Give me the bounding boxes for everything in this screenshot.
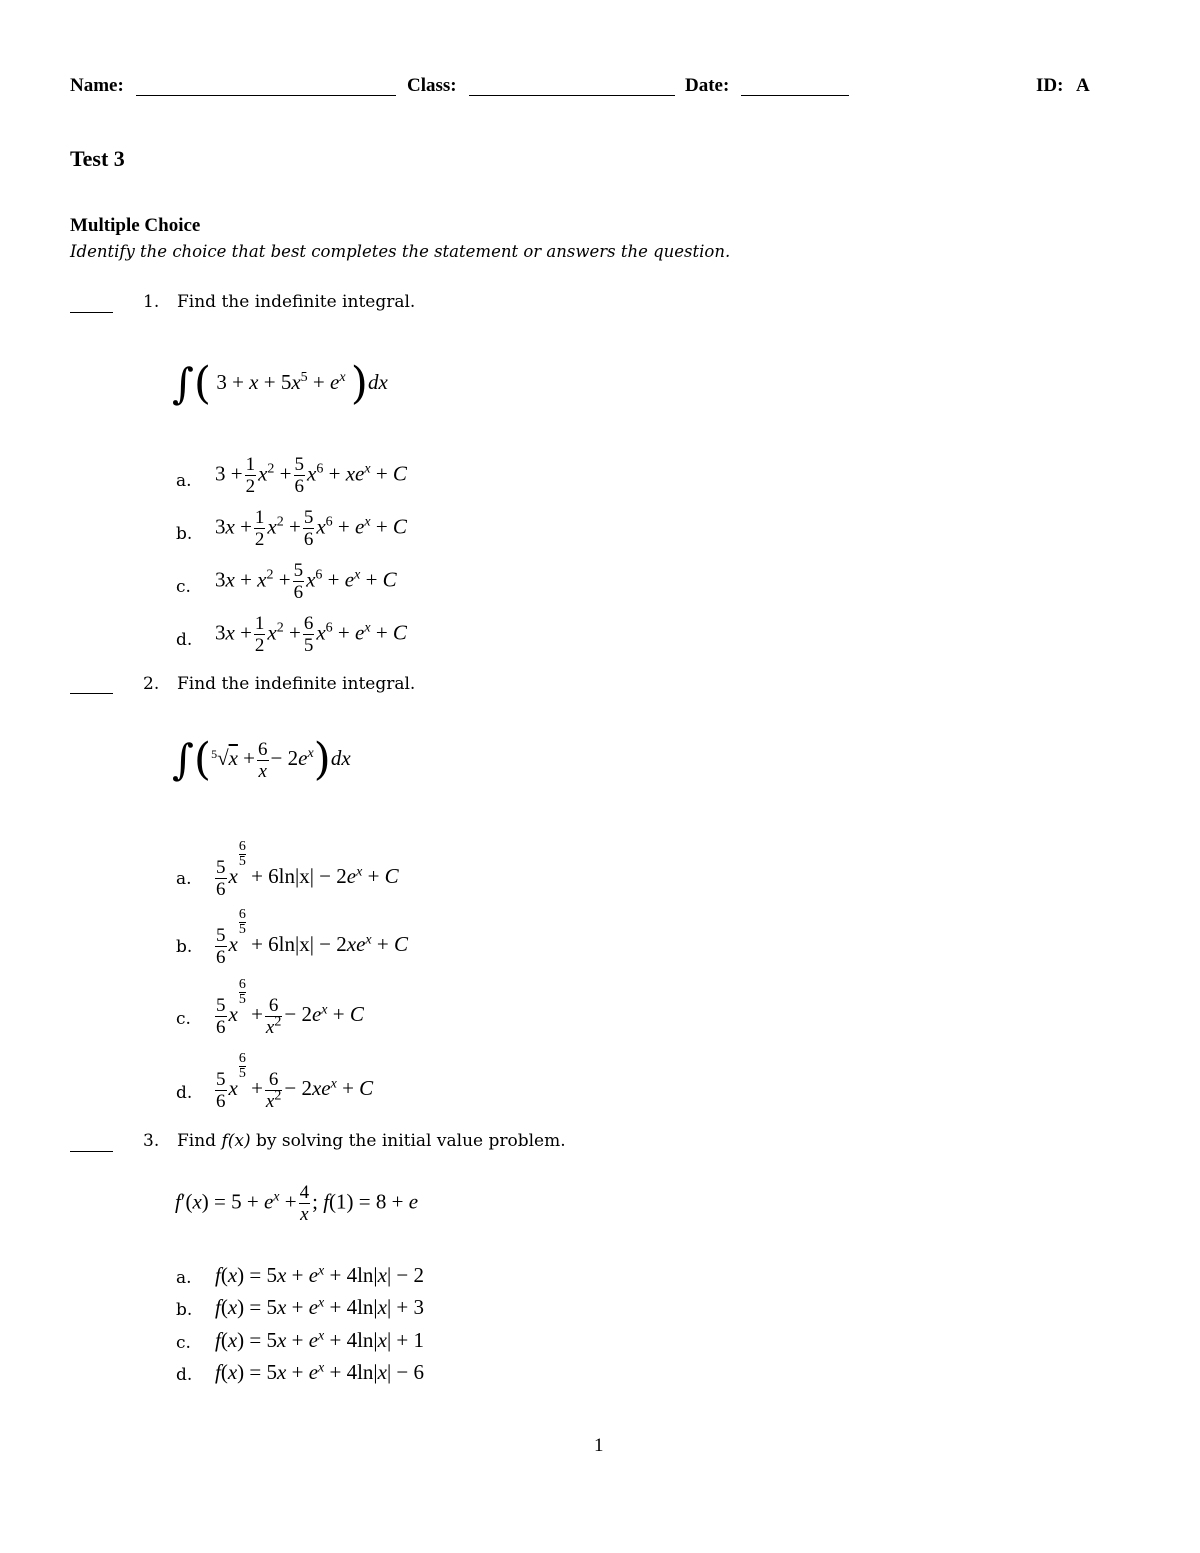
- date-label: Date:: [685, 75, 730, 96]
- choice-letter: a.: [176, 471, 192, 491]
- choice-letter: c.: [176, 1333, 191, 1353]
- choice-c[interactable]: $\frac{5}{6}$ x $\frac{6}{5}$ + $\frac{6}{x^2}$ − $2e^x + C$: [216, 977, 364, 1038]
- choice-letter: d.: [176, 1083, 193, 1103]
- question-number: 1.: [143, 292, 160, 312]
- id-value: A: [1076, 75, 1090, 96]
- choice-letter: d.: [176, 630, 193, 650]
- choice-b[interactable]: $\frac{5}{6}$ x $\frac{6}{5}$ + $6\ln|x| - 2xe^x + C$: [216, 907, 408, 968]
- class-field[interactable]: [469, 95, 675, 96]
- question-expression: ∫($^5$√x + $\frac{6}{x}$ − $2e^x)dx$: [172, 734, 351, 785]
- question-text: Find the indefinite integral.: [177, 674, 416, 694]
- choice-a[interactable]: $\frac{5}{6}$ x $\frac{6}{5}$ + $6\ln|x| - 2e^x + C$: [216, 839, 399, 900]
- page-title: Test 3: [70, 146, 125, 171]
- answer-blank[interactable]: [70, 693, 113, 694]
- choice-letter: c.: [176, 1009, 191, 1029]
- answer-blank[interactable]: [70, 1151, 113, 1152]
- choice-letter: b.: [176, 1300, 193, 1320]
- question-expression: ∫( $3 + x + 5x^5 + e^x$ )dx: [172, 358, 388, 409]
- choice-letter: a.: [176, 1268, 192, 1288]
- choice-letter: c.: [176, 577, 191, 597]
- class-label: Class:: [407, 75, 457, 96]
- choice-letter: b.: [176, 937, 193, 957]
- name-label: Name:: [70, 75, 124, 96]
- choice-a[interactable]: 3 + $\frac{1}{2}$ $x^2$ + $\frac{5}{6}$ $x^6 + xe^x + C$: [215, 454, 407, 497]
- question-text: Find the indefinite integral.: [177, 292, 416, 312]
- date-field[interactable]: [741, 95, 849, 96]
- choice-d[interactable]: $f(x) = 5x + e^x + 4\ln|x| - 6$: [215, 1360, 425, 1384]
- choice-c[interactable]: $3x + x^2$ + $\frac{5}{6}$ $x^6 + e^x + C$: [215, 560, 397, 603]
- choice-c[interactable]: $f(x) = 5x + e^x + 4\ln|x| + 1$: [215, 1328, 425, 1352]
- choice-letter: d.: [176, 1365, 193, 1385]
- choice-letter: b.: [176, 524, 193, 544]
- question-text: Find f(x) by solving the initial value problem.: [177, 1131, 566, 1151]
- question-expression: $f'(x) = 5 + e^x$ + $\frac{4}{x}$ ; f(1) = 8 + e: [175, 1182, 419, 1225]
- question-number: 3.: [143, 1131, 160, 1151]
- answer-blank[interactable]: [70, 312, 113, 313]
- choice-b[interactable]: 3x + $\frac{1}{2}$ $x^2$ + $\frac{5}{6}$ $x^6 + e^x + C$: [215, 507, 407, 550]
- id-label: ID:: [1036, 75, 1064, 96]
- choice-letter: a.: [176, 869, 192, 889]
- section-instructions: Identify the choice that best completes the statement or answers the question.: [70, 242, 731, 261]
- question-number: 2.: [143, 674, 160, 694]
- choice-a[interactable]: $f(x) = 5x + e^x + 4\ln|x| - 2$: [215, 1263, 425, 1287]
- page-number: 1: [594, 1435, 604, 1456]
- section-heading: Multiple Choice: [70, 215, 201, 236]
- choice-b[interactable]: $f(x) = 5x + e^x + 4\ln|x| + 3$: [215, 1295, 425, 1319]
- choice-d[interactable]: $\frac{5}{6}$ x $\frac{6}{5}$ + $\frac{6}{x^2}$ − $2xe^x + C$: [216, 1051, 374, 1112]
- choice-d[interactable]: 3x + $\frac{1}{2}$ $x^2$ + $\frac{6}{5}$ $x^6 + e^x + C$: [215, 613, 407, 656]
- name-field[interactable]: [136, 95, 396, 96]
